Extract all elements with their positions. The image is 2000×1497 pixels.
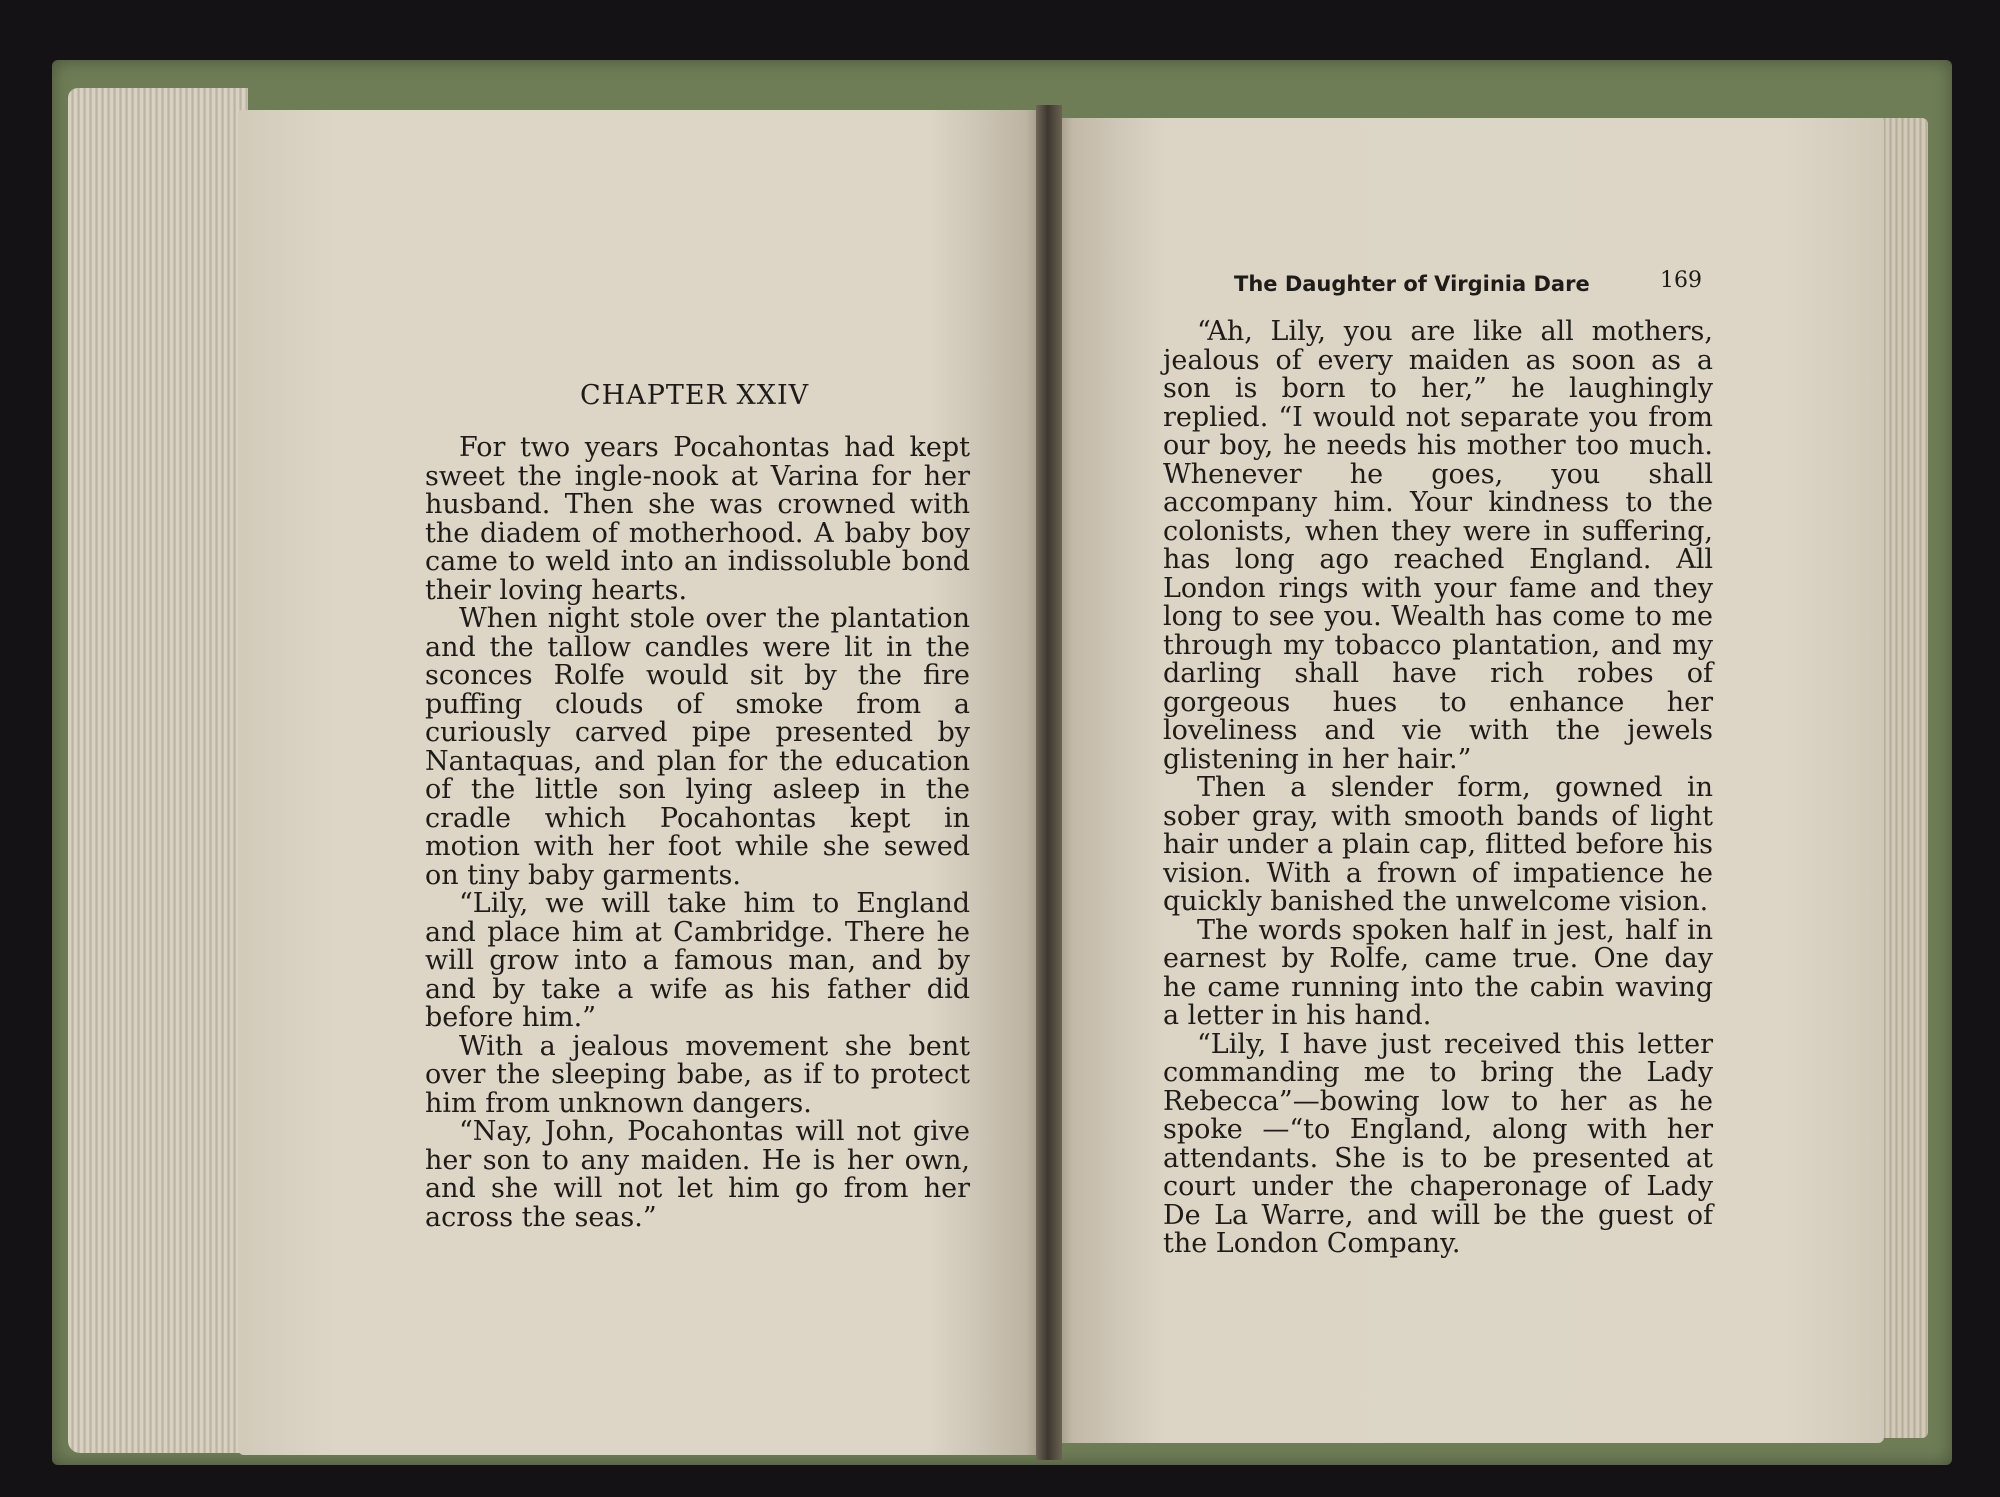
paragraph: When night stole over the plantation and the tallow candles were lit in the sconces Rolfe would sit by the fire puffing clouds of smoke from a curiously carved pipe presented by Nantaquas, and plan for the education of the little son lying asleep in the cradle which Pocahontas kept in motion with her foot while she sewed on tiny baby garments. xyxy=(425,603,970,891)
paragraph: “Lily, I have just received this letter commanding me to bring the Lady Rebecca”—bowing low to her as he spoke —“to England, along with her attendants. She is to be presented at court under the chaperonage of Lady De La Warre, and will be the guest of the London Company. xyxy=(1163,1028,1713,1259)
paragraph: “Nay, John, Pocahontas will not give her son to any maiden. He is her own, and she will not let him go from her across the seas.” xyxy=(425,1116,970,1233)
paragraph: With a jealous movement she bent over the sleeping babe, as if to protect him from unknown dangers. xyxy=(425,1030,970,1119)
paragraph: For two years Pocahontas had kept sweet the ingle-nook at Varina for her husband. Then she was crowned with the diadem of motherhood. A baby boy came to weld into an indissoluble bond their loving hearts. xyxy=(425,432,970,606)
paragraph: The words spoken half in jest, half in earnest by Rolfe, came true. One day he came running into the cabin waving a letter in his hand. xyxy=(1163,914,1713,1031)
page-stack-right xyxy=(1880,118,1928,1438)
paragraph: “Ah, Lily, you are like all mothers, jealous of every maiden as soon as a son is born to her,” he laughingly replied. “I would not separate you from our boy, he needs his mother too much. Whenever he goes, you shall accompany him. Your kindness to the colonists, when they were in suffering, has long ago reached England. All London rings with your fame and they long to see you. Wealth has come to me through my tobacco plantation, and my darling shall have rich robes of gorgeous hues to enhance her loveliness and vie with the jewels glistening in her hair.” xyxy=(1163,316,1713,775)
page-number: 169 xyxy=(1660,268,1702,293)
paragraph: Then a slender form, gowned in sober gray, with smooth bands of light hair under a plain cap, flitted before his vision. With a frown of impatience he quickly banished the unwelcome vision. xyxy=(1163,772,1713,917)
page-stack-left xyxy=(68,88,248,1453)
right-page-text xyxy=(1163,318,1713,1259)
chapter-title: CHAPTER XXIV xyxy=(580,380,810,411)
left-page-text xyxy=(425,434,970,1232)
paragraph: “Lily, we will take him to England and place him at Cambridge. There he will grow into a famous man, and by and by take a wife as his father did before him.” xyxy=(425,888,970,1033)
book-gutter xyxy=(1036,105,1062,1460)
running-head: The Daughter of Virginia Dare xyxy=(1234,272,1590,296)
